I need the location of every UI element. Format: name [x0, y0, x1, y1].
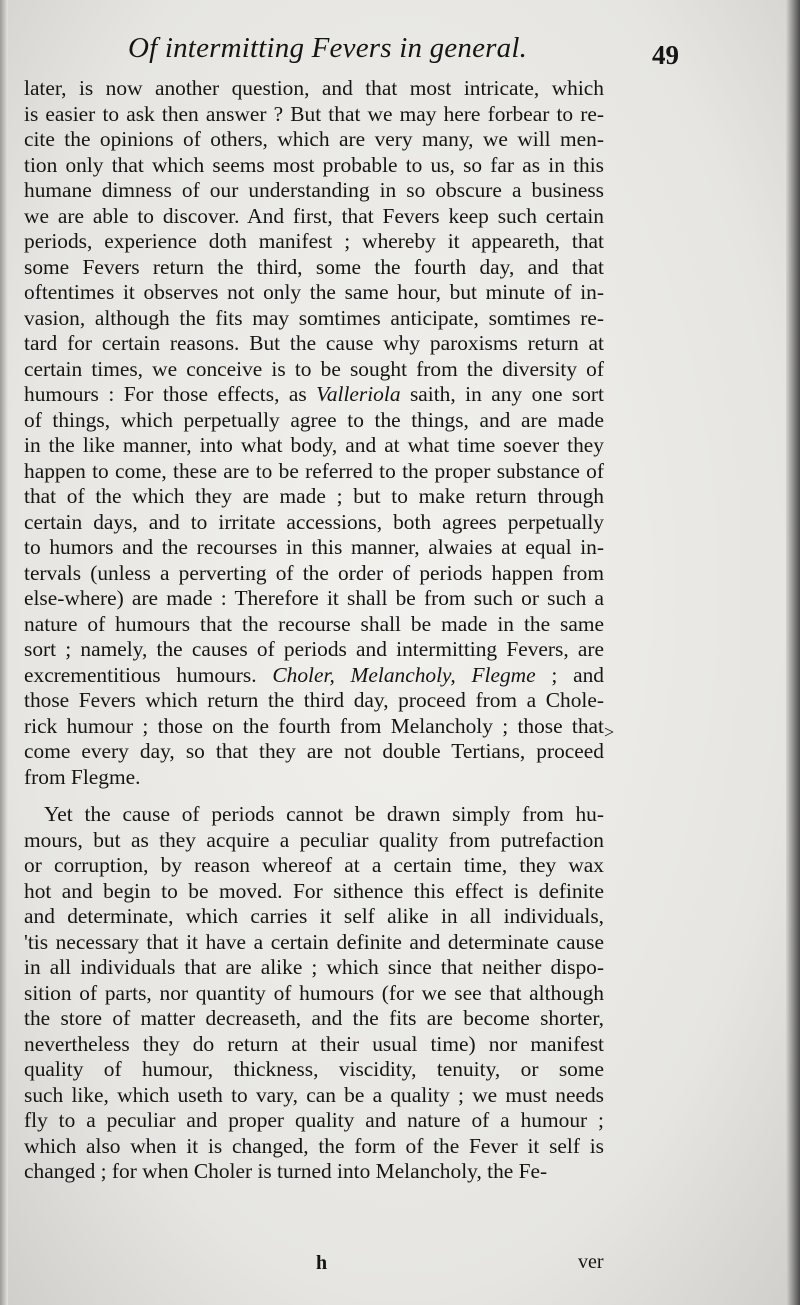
text-line: else-where) are made : Therefore it shall be from such or such a [24, 586, 604, 610]
text-line: is easier to ask then answer ? But that we may here forbear to re- [24, 101, 604, 126]
text-line: certain days, and to irritate accessions, both agrees perpetually [24, 509, 604, 534]
italic-name: Valleriola [316, 382, 401, 406]
text-line: of things, which perpetually agree to the things, and are made [24, 407, 604, 432]
text-line: from Flegme. [24, 764, 141, 789]
paragraph-gap [24, 790, 604, 802]
text-line: tard for certain reasons. But the cause why paroxisms return at [24, 331, 604, 355]
text-line: changed ; for when Choler is turned into Melancholy, the Fe- [24, 1159, 548, 1183]
page-left-edge-shadow [0, 0, 8, 1305]
text-line: in all individuals that are alike ; which since that neither dispo- [24, 955, 604, 979]
text-line: mours, but as they acquire a peculiar quality from putrefaction [24, 827, 604, 852]
text-line: nature of humours that the recourse shall be made in the same [24, 611, 604, 636]
running-head: Of intermitting Fevers in general. [128, 32, 528, 64]
text-line: that of the which they are made ; but to make return through [24, 484, 604, 508]
text-line: 'tis necessary that it have a certain definite and determinate cause [24, 929, 604, 954]
text-line: Yet the cause of periods cannot be drawn simply from hu- [44, 802, 604, 826]
text-line: later, is now another question, and that most intricate, which [24, 76, 604, 100]
text-line: happen to come, these are to be referred to the proper substance of [24, 458, 604, 483]
paragraph [24, 802, 604, 1185]
text-line: those Fevers which return the third day, proceed from a Chole- [24, 688, 604, 712]
text-line: excrementitious humours. Choler, Melancholy, Flegme ; and [24, 662, 605, 687]
text-line: cite the opinions of others, which are very many, we will men- [24, 127, 604, 151]
text-line: and determinate, which carries it self alike in all individuals, [24, 904, 604, 928]
text-line: some Fevers return the third, some the fourth day, and that [24, 254, 604, 279]
text-line: fly to a peculiar and proper quality and nature of a humour ; [24, 1108, 604, 1132]
catchword: ver [578, 1251, 604, 1273]
text-line: in the like manner, into what body, and at what time soever they [24, 433, 604, 457]
text-line: oftentimes it observes not only the same hour, but minute of in- [24, 280, 604, 304]
text-line: which also when it is changed, the form of the Fever it self is [24, 1133, 604, 1158]
page-number: 49 [652, 40, 679, 70]
text-line: quality of humour, thickness, viscidity, tenuity, or some [24, 1057, 604, 1081]
text-line: humane dimness of our understanding in so obscure a business [24, 178, 604, 202]
text-line: periods, experience doth manifest ; whereby it appeareth, that [24, 229, 604, 253]
text-line: come every day, so that they are not double Tertians, proceed [24, 739, 604, 763]
text-line: such like, which useth to vary, can be a quality ; we must needs [24, 1082, 604, 1107]
text-line: or corruption, by reason whereof at a certain time, they wax [24, 853, 604, 877]
text-line: we are able to discover. And first, that Fevers keep such certain [24, 203, 604, 228]
text-line: tervals (unless a perverting of the order of periods happen from [24, 560, 604, 585]
text-line: humours : For those effects, as Valleriola saith, in any one sort [24, 382, 604, 406]
text-line: sition of parts, nor quantity of humours (for we see that although [24, 980, 604, 1005]
text-line: nevertheless they do return at their usual time) nor manifest [24, 1031, 604, 1056]
margin-mark: > [604, 722, 615, 742]
text-line: hot and begin to be moved. For sithence this effect is definite [24, 878, 604, 903]
text-line: tion only that which seems most probable to us, so far as in this [24, 152, 604, 177]
text-line: the store of matter decreaseth, and the fits are become shorter, [24, 1006, 604, 1030]
text-line: rick humour ; those on the fourth from Melancholy ; those that [24, 713, 604, 738]
signature-mark: h [316, 1252, 328, 1274]
text-line: certain times, we conceive is to be sought from the diversity of [24, 356, 604, 381]
body-text [24, 76, 604, 1185]
italic-name: Choler, Melancholy, Flegme [272, 662, 536, 687]
page-right-edge-shadow [786, 0, 800, 1305]
text-line: vasion, although the fits may somtimes anticipate, somtimes re- [24, 305, 604, 330]
paragraph [24, 76, 604, 790]
text-line: sort ; namely, the causes of periods and intermitting Fevers, are [24, 637, 604, 661]
text-line: to humors and the recourses in this manner, alwaies at equal in- [24, 535, 604, 559]
